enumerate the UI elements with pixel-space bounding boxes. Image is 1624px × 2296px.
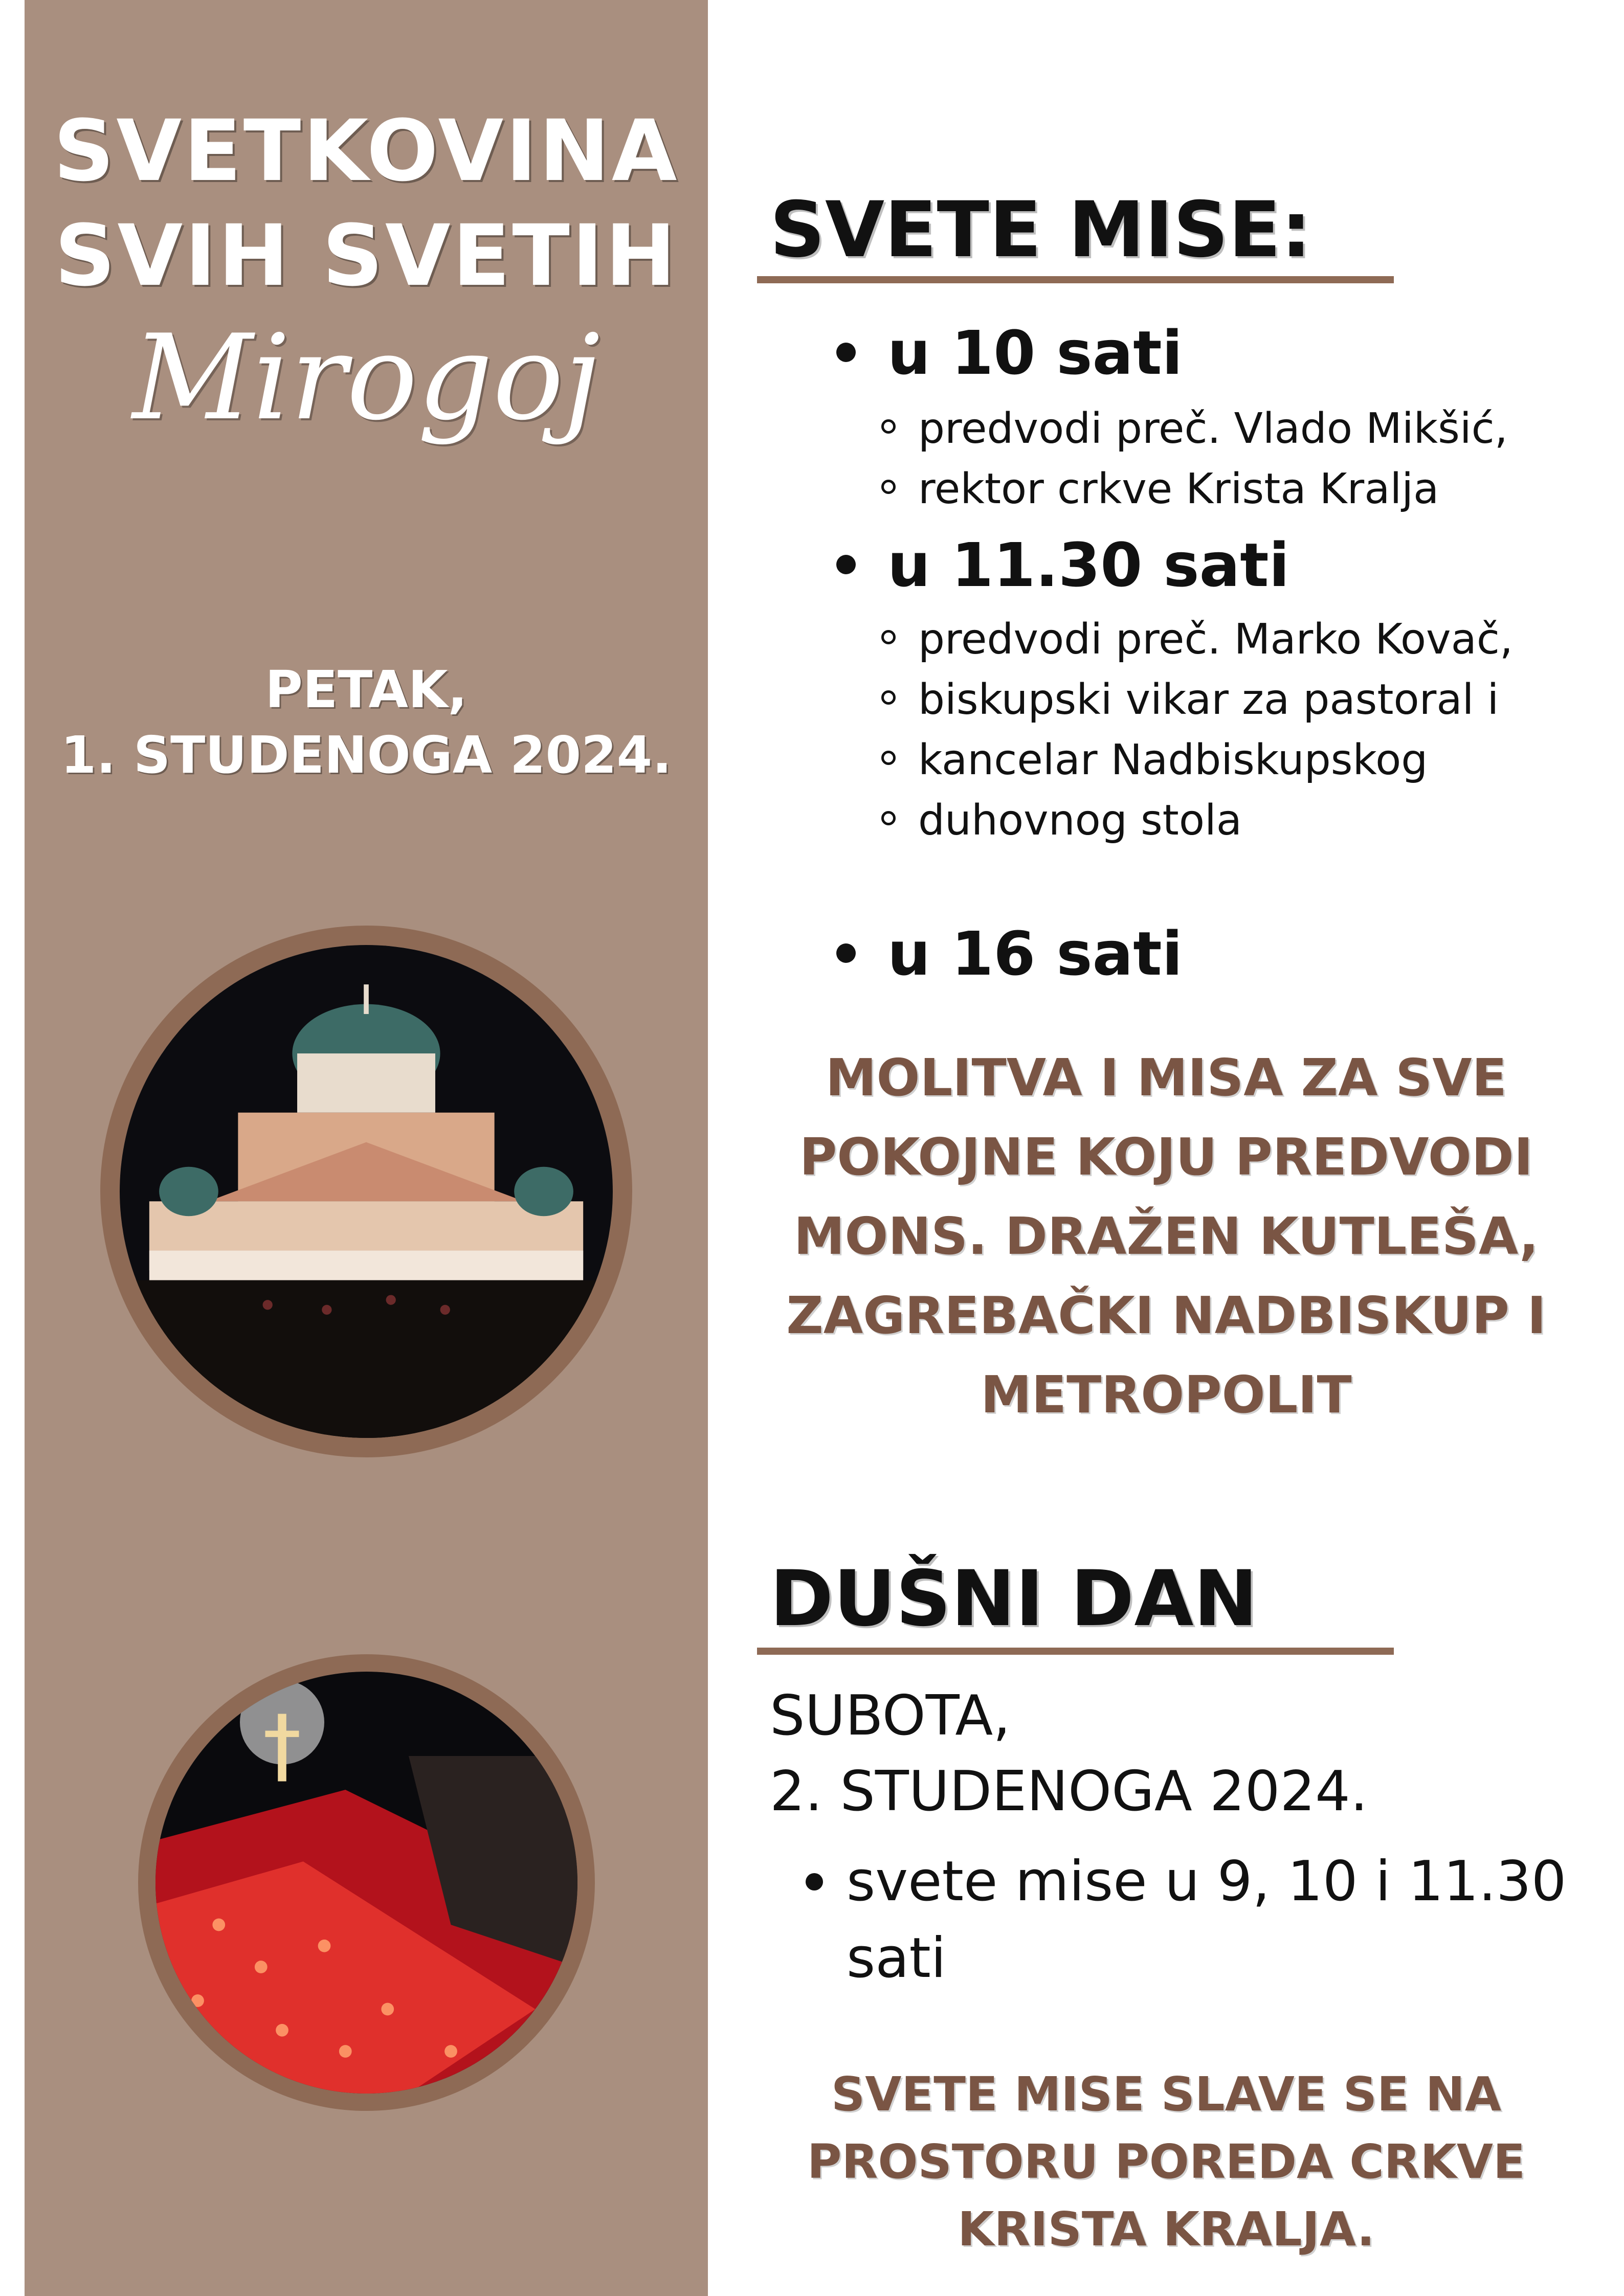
location-script-title: Mirogoj — [132, 310, 600, 446]
church-photo — [100, 926, 632, 1457]
dusni-dan-masses-line: svete mise u 9, 10 i 11.30 — [847, 1850, 1567, 1914]
mass-note-line: POKOJNE KOJU PREDVODI — [799, 1127, 1533, 1187]
location-note-line: KRISTA KRALJA. — [958, 2202, 1375, 2257]
candles-photo — [138, 1654, 595, 2111]
dusni-dan-heading: DUŠNI DAN — [770, 1555, 1258, 1644]
mass-2-detail-2: biskupski vikar za pastoral i — [918, 670, 1604, 730]
dusni-dan-date: 2. STUDENOGA 2024. — [770, 1760, 1368, 1824]
mass-2-detail-4: duhovnog stola — [918, 791, 1604, 851]
mass-1-detail-1: predvodi preč. Vlado Mikšić, — [918, 399, 1604, 459]
mass-note-line: ZAGREBAČKI NADBISKUP I — [786, 1286, 1546, 1345]
mass-note — [760, 1038, 1573, 1434]
mass-note-line: METROPOLIT — [981, 1365, 1352, 1425]
location-note-line: PROSTORU POREDA CRKVE — [807, 2134, 1525, 2189]
dusni-dan-masses — [847, 1843, 1573, 1997]
heading-underline — [757, 1648, 1394, 1655]
location-note-line: SVETE MISE SLAVE SE NA — [831, 2067, 1502, 2122]
masses-heading: SVETE MISE: — [770, 186, 1312, 275]
mass-2-detail-1: predvodi preč. Marko Kovač, — [918, 610, 1604, 670]
dusni-dan-day: SUBOTA, — [770, 1684, 1011, 1748]
mass-time-2: u 11.30 sati — [887, 530, 1290, 600]
mass-note-line: MOLITVA I MISA ZA SVE — [826, 1048, 1507, 1108]
mass-time-1: u 10 sati — [887, 318, 1183, 388]
dusni-dan-masses-line: sati — [847, 1926, 946, 1990]
mass-time-3: u 16 sati — [887, 918, 1183, 989]
mass-2-detail-3: kancelar Nadbiskupskog — [918, 730, 1604, 791]
event-title-line1: SVETKOVINA — [53, 102, 679, 200]
location-note — [777, 2061, 1555, 2263]
event-title-line2: SVIH SVETIH — [54, 207, 678, 305]
heading-underline — [757, 276, 1394, 283]
sidebar-date-day: PETAK, — [265, 660, 468, 719]
mass-1-detail-2: rektor crkve Krista Kralja — [918, 459, 1604, 520]
sidebar-date: 1. STUDENOGA 2024. — [60, 725, 672, 785]
mass-note-line: MONS. DRAŽEN KUTLEŠA, — [793, 1206, 1539, 1266]
